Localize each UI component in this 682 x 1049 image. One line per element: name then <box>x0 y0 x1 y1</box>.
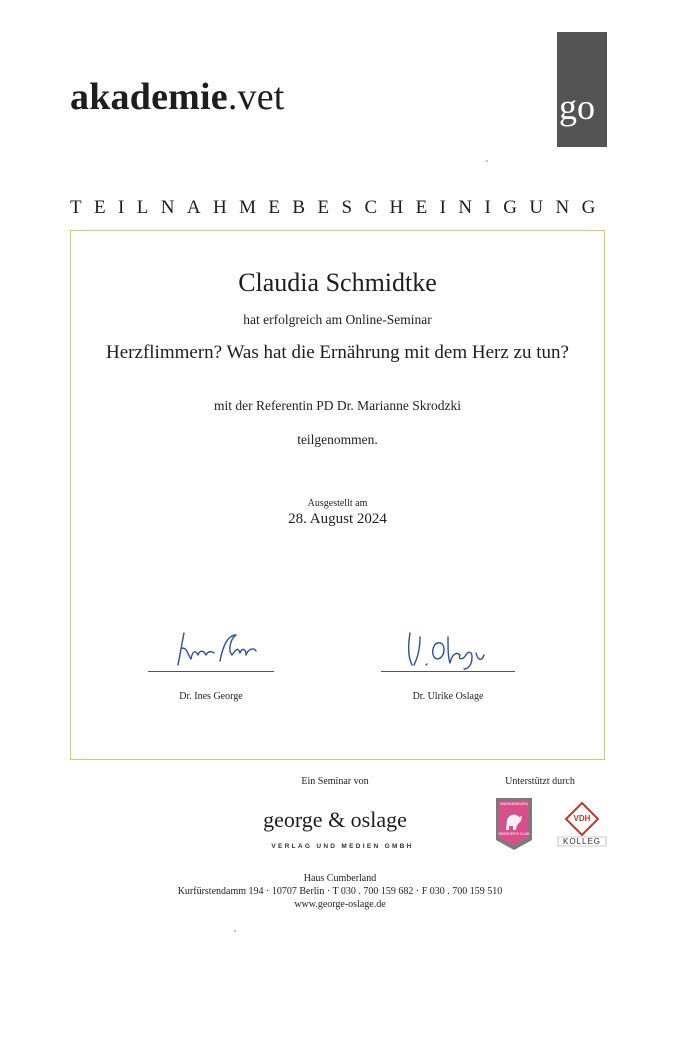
vdh-kolleg-badge <box>556 801 608 847</box>
certificate-heading: TEILNAHMEBESCHEINIGUNG <box>70 197 608 218</box>
publisher-logo: george & oslage <box>263 807 407 832</box>
signature-line-2 <box>381 671 515 672</box>
signature-ulrike-oslage <box>398 625 498 676</box>
akademie-vet-logo <box>70 78 285 116</box>
kolleg-text: KOLLEG <box>562 836 601 846</box>
badge1-top-text: SAEMANKURA <box>499 801 528 806</box>
address-block <box>90 872 590 912</box>
intro-line: hat erfolgreich am Online-Seminar <box>243 312 432 327</box>
address-line-2: Kurfürstendamm 194 · 10707 Berlin · T 030 . 700 159 682 · F 030 . 700 159 510 <box>177 886 503 898</box>
referent-line: mit der Referentin PD Dr. Marianne Skrodzki <box>213 398 462 413</box>
logo-brand-rest: .vet <box>227 76 285 118</box>
completion-text: teilgenommen. <box>297 432 378 447</box>
certificate-frame <box>70 230 605 760</box>
vdh-logo-text: VDH <box>573 814 591 823</box>
address-line-1: Haus Cumberland <box>303 873 377 884</box>
scan-speck <box>486 160 488 162</box>
go-logo-block <box>557 32 607 147</box>
supported-by-label: Unterstützt durch <box>505 776 575 787</box>
logo-brand-bold: akademie <box>70 76 228 118</box>
issued-date: 28. August 2024 <box>288 511 387 527</box>
signature-line-1 <box>148 671 274 672</box>
participant-name: Claudia Schmidtke <box>238 268 437 297</box>
breeders-club-badge <box>494 796 534 852</box>
go-logo-text: go <box>559 87 595 127</box>
signature-ines-george <box>168 625 268 676</box>
issued-label: Ausgestellt am <box>307 498 368 509</box>
website-link: www.george-oslage.de <box>294 899 386 911</box>
publisher-subtitle: VERLAG UND MEDIEN GMBH <box>271 843 414 850</box>
badge1-bottom-text: BREEDER'S CLUB <box>498 832 530 836</box>
scan-speck <box>234 930 236 932</box>
seminar-title: Herzflimmern? Was hat die Ernährung mit dem Herz zu tun? <box>106 342 569 363</box>
signer-name-2: Dr. Ulrike Oslage <box>412 691 484 702</box>
signer-name-1: Dr. Ines George <box>179 691 243 702</box>
seminar-by-label: Ein Seminar von <box>301 776 369 787</box>
